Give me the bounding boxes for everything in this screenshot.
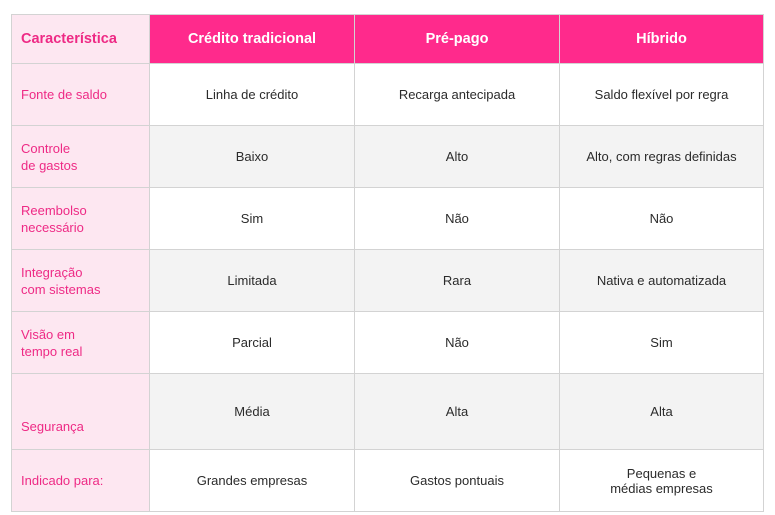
cell-text: Alta <box>445 404 469 419</box>
row-label-line: necessário <box>21 219 84 235</box>
row-label-line: Segurança <box>21 419 84 434</box>
table-cell <box>560 188 764 250</box>
cell-text: Parcial <box>232 335 272 350</box>
table-cell <box>355 64 560 126</box>
table-cell <box>560 450 764 512</box>
cell-text: Alta <box>650 404 673 419</box>
row-label-line: com sistemas <box>21 281 101 297</box>
header-pre-pago: Pré-pago <box>355 15 560 64</box>
row-label-line: de gastos <box>21 157 78 173</box>
table-row <box>12 450 764 512</box>
comparison-table <box>11 14 764 512</box>
table-cell <box>560 64 764 126</box>
row-label <box>12 450 150 512</box>
comparison-table-container <box>11 14 763 500</box>
row-label-line: Visão em <box>21 326 75 342</box>
cell-text: Nativa e automatizada <box>596 273 727 288</box>
table-cell <box>355 450 560 512</box>
table-cell <box>560 312 764 374</box>
table-cell <box>560 374 764 450</box>
table-cell <box>150 312 355 374</box>
cell-text: Sim <box>240 211 264 226</box>
row-label <box>12 374 150 450</box>
table-row <box>12 64 764 126</box>
header-credito-tradicional: Crédito tradicional <box>150 15 355 64</box>
row-label <box>12 64 150 126</box>
table-cell <box>150 450 355 512</box>
cell-text: Alto, com regras definidas <box>586 149 737 164</box>
cell-text: Saldo flexível por regra <box>594 87 729 102</box>
table-row <box>12 188 764 250</box>
table-header <box>12 15 764 64</box>
header-caracteristica: Característica <box>12 15 150 64</box>
table-cell <box>150 126 355 188</box>
row-label-line: Reembolso <box>21 202 87 218</box>
table-cell <box>150 374 355 450</box>
cell-text: Gastos pontuais <box>410 473 504 488</box>
table-cell <box>355 126 560 188</box>
cell-text: Sim <box>650 335 673 350</box>
table-row <box>12 126 764 188</box>
table-cell <box>355 250 560 312</box>
table-cell <box>560 126 764 188</box>
row-label-line: Fonte de saldo <box>21 87 108 102</box>
table-row <box>12 374 764 450</box>
table-cell <box>150 250 355 312</box>
cell-text: Alto <box>445 149 469 164</box>
table-cell <box>150 188 355 250</box>
row-label-line: Controle <box>21 140 71 156</box>
cell-text: Não <box>445 211 469 226</box>
table-cell <box>560 250 764 312</box>
table-cell <box>355 312 560 374</box>
row-label <box>12 188 150 250</box>
cell-text: Recarga antecipada <box>398 87 516 102</box>
header-hibrido: Híbrido <box>560 15 764 64</box>
row-label-line: Integração <box>21 264 83 280</box>
table-row <box>12 250 764 312</box>
table-cell <box>355 188 560 250</box>
cell-text-line: Pequenas e <box>626 465 697 481</box>
row-label-line: Indicado para: <box>21 473 104 488</box>
cell-text: Linha de crédito <box>205 87 299 102</box>
row-label <box>12 250 150 312</box>
cell-text: Não <box>649 211 674 226</box>
cell-text-line: médias empresas <box>610 480 713 496</box>
cell-text: Limitada <box>227 273 277 288</box>
cell-text: Média <box>234 404 270 419</box>
row-label <box>12 126 150 188</box>
table-row <box>12 312 764 374</box>
row-label <box>12 312 150 374</box>
table-cell <box>150 64 355 126</box>
cell-text: Grandes empresas <box>196 473 308 488</box>
table-body <box>12 64 764 512</box>
row-label-line: tempo real <box>21 343 83 359</box>
cell-text: Não <box>445 335 469 350</box>
cell-text: Baixo <box>235 149 269 164</box>
header-row <box>12 15 764 64</box>
table-cell <box>355 374 560 450</box>
cell-text: Rara <box>442 273 472 288</box>
